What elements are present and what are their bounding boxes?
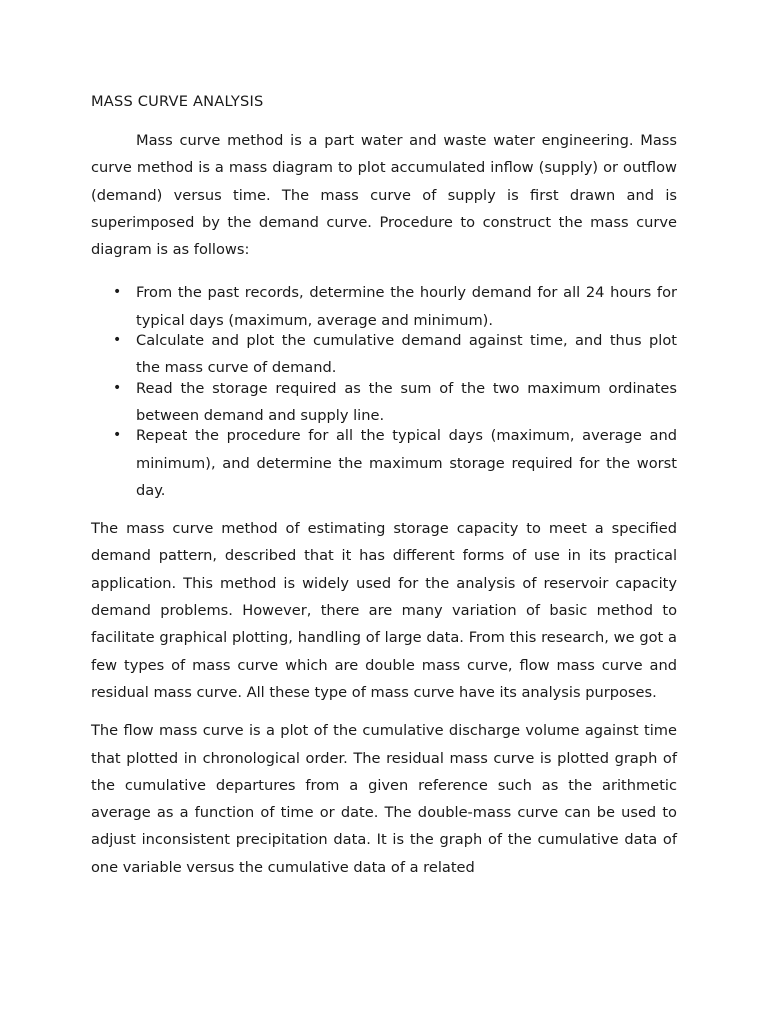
list-item <box>91 422 677 504</box>
bullet-icon: • <box>113 284 122 301</box>
body-paragraph-2: The mass curve method of estimating storage capacity to meet a specified demand pattern, described that it has different forms of use in its practical application. This method is widely used for the analysis of reservoir capacity demand problems. However, there are many variation of basic method to facilitate graphical plotting, handling of large data. From this research, we got a few types of mass curve which are double mass curve, flow mass curve and residual mass curve. All these type of mass curve have its analysis purposes. <box>91 520 677 701</box>
body-paragraph-3: The flow mass curve is a plot of the cumulative discharge volume against time that plotted in chronological order. The residual mass curve is plotted graph of the cumulative departures from a given reference such as the arithmetic average as a function of time or date. The double-mass curve can be used to adjust inconsistent precipitation data. It is the graph of the cumulative data of one variable versus the cumulative data of a related <box>91 722 677 876</box>
document-page <box>91 91 677 881</box>
bullet-icon: • <box>113 332 122 349</box>
list-item-text: Read the storage required as the sum of the two maximum ordinates between demand and supply line. <box>136 379 677 424</box>
list-item <box>91 375 677 430</box>
bullet-icon: • <box>113 379 122 396</box>
list-item-text: From the past records, determine the hourly demand for all 24 hours for typical days (maximum, average and minimum). <box>136 284 677 329</box>
procedure-list <box>91 279 677 504</box>
intro-paragraph: Mass curve method is a part water and waste water engineering. Mass curve method is a mass diagram to plot accumulated inflow (supply) or outflow (demand) versus time. The mass curve of supply is first drawn and is superimposed by the demand curve. Procedure to construct the mass curve diagram is as follows: <box>91 132 677 259</box>
bullet-icon: • <box>113 427 122 444</box>
list-item-text: Repeat the procedure for all the typical days (maximum, average and minimum), and determine the maximum storage required for the worst day. <box>136 427 677 499</box>
document-title: MASS CURVE ANALYSIS <box>91 93 264 110</box>
list-item-text: Calculate and plot the cumulative demand against time, and thus plot the mass curve of demand. <box>136 332 677 377</box>
list-item <box>91 327 677 382</box>
list-item <box>91 279 677 334</box>
